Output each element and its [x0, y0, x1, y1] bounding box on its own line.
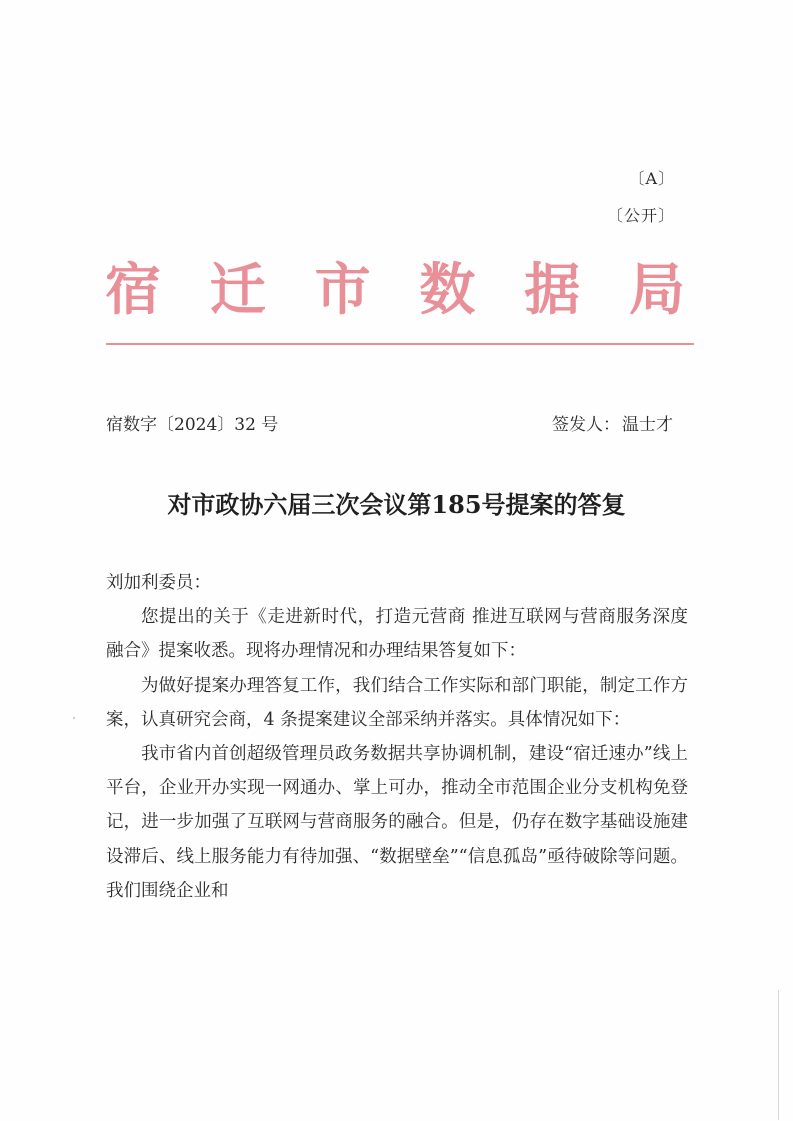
issuer-letterhead: 宿迁市数据局: [105, 257, 685, 323]
document-title: 对市政协六届三次会议第185号提案的答复: [167, 490, 626, 519]
signer-label: 签发人：: [552, 415, 620, 435]
disclosure-status: 〔公开〕: [606, 206, 675, 225]
body-paragraph: 您提出的关于《走进新时代，打造元营商 推进互联网与营商服务深度融合》提案收悉。现将办理情况和办理结果答复如下：: [106, 607, 688, 662]
classification-level: 〔A〕: [628, 169, 675, 188]
scan-edge-mark: [778, 990, 779, 1120]
document-number: 宿数字〔2024〕32 号: [106, 415, 279, 435]
body-paragraph: 为做好提案办理答复工作，我们结合工作实际和部门职能，制定工作方案，认真研究会商，4 条提案建议全部采纳并落实。具体情况如下：: [106, 675, 688, 730]
signer: [552, 410, 673, 435]
document-body: [106, 566, 688, 908]
signer-name: 温士才: [622, 415, 673, 435]
letterhead-divider: [106, 343, 694, 345]
salutation: 刘加利委员：: [106, 573, 211, 593]
body-paragraph: 我市省内首创超级管理员政务数据共享协调机制，建设“宿迁速办”线上平台，企业开办实现一网通办、掌上可办，推动全市范围企业分支机构免登记，进一步加强了互联网与营商服务的融合。但是，仍存在数字基础设施建设滞后、线上服务能力有待加强、“数据壁垒”“信息孤岛”亟待破除等问题。我们围绕企业和: [106, 744, 688, 901]
scan-speck: [73, 717, 75, 719]
